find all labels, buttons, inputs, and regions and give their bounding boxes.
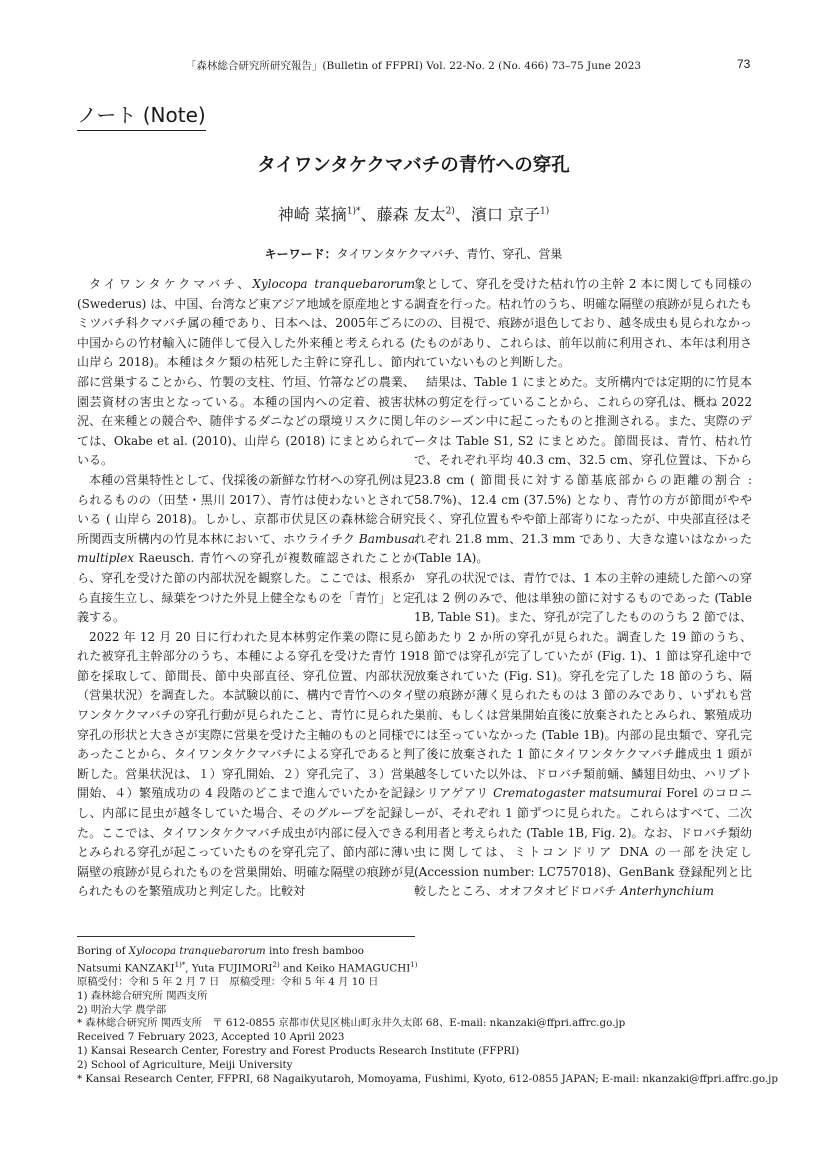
author-name: Keiko HAMAGUCHI bbox=[305, 962, 411, 975]
species-name: Anterhynchium bbox=[620, 884, 714, 899]
footnote-line: 1) 森林総合研究所 関西支所 bbox=[77, 989, 208, 1002]
article-title: タイワンタケクマバチの青竹への穿孔 bbox=[257, 155, 570, 176]
footnote-line: 原稿受付：令和 5 年 2 月 7 日 原稿受理：令和 5 年 4 月 10 日 bbox=[77, 976, 379, 989]
author-affiliation-mark: 2) bbox=[272, 960, 280, 969]
author-name: Natsumi KANZAKI bbox=[77, 962, 175, 975]
footnote-text: Boring of bbox=[77, 945, 129, 957]
keywords-text: タイワンタケクマバチ、青竹、穿孔、営巣 bbox=[336, 247, 563, 261]
author-name: 藤森 友太 bbox=[376, 205, 446, 224]
body-paragraph-continued: 象として、穿孔を受けた枯れ竹の主幹 2 本に関しても同様の調査を行った。枯れ竹のうち、明確な隔壁の痕跡が見られたものの、目視で、痕跡が退色しており、越冬成虫も見られなかったものがあり、これらは、前年以前に利用され、本年は利用されていないものと判断した。 bbox=[414, 277, 752, 370]
author-list bbox=[0, 202, 827, 225]
body-column-right bbox=[414, 275, 752, 902]
author-separator: 、 bbox=[454, 205, 471, 224]
species-name: Xylocopa tranquebarorum bbox=[128, 945, 266, 957]
author-affiliation-mark: 1) bbox=[410, 960, 418, 969]
keywords-label: キーワード： bbox=[264, 247, 337, 261]
author-affiliation-mark: 2) bbox=[445, 206, 455, 217]
author-separator: , bbox=[185, 962, 192, 975]
species-name: Bambusa multiplex bbox=[77, 531, 415, 566]
author-affiliation-mark: 1)* bbox=[346, 206, 361, 217]
footnote-line: * 森林総合研究所 関西支所 〒 612-0855 京都市伏見区桃山町永井久太郎 68、E-mail: nkanzaki@ffpri.affrc.go.jp bbox=[77, 1017, 626, 1030]
author-separator: 、 bbox=[360, 205, 377, 224]
footnote-line: 1) Kansai Research Center, Forestry and Forest Products Research Institute (FFPRI) bbox=[77, 1045, 520, 1057]
species-name: Xylocopa tranquebarorum bbox=[252, 277, 415, 291]
species-name: Crematogaster matsumurai bbox=[493, 786, 662, 801]
body-paragraph: 2022 年 12 月 20 日に行われた見本林剪定作業の際に見られた被穿孔主幹部分のうち、本種による穿孔を受けた青竹 19 節を採取して、節間長、節中央部直径、穿孔位置、内部状況（営巣状況）を調査した。本試験以前に、構内で青竹へのタイワンタケクマバチの穿孔行動が見られたこと、青竹に見られた穿孔の形状と大きさが実際に営巣を受けた主軸のものと同様であったことから、タイワンタケクマバチによる穿孔であると判断した。営巣状況は、１）穿孔開始、２）穿孔完了、３）営巣開始、４）繁殖成功の 4 段階のどこまで進んでいたかを記録し、内部に昆虫が越冬していた場合、そのグループを記録した。ここでは、タイワンタケクマバチ成虫が内部に侵入できるとみられる穿孔が起こっていたものを穿孔完了、節内部に薄い隔壁の痕跡が見られたものを営巣開始、明確な隔壁の痕跡が見られたものを繁殖成功と判定した。比較対 bbox=[77, 629, 415, 899]
footnote-line: 2) 明治大学 農学部 bbox=[77, 1003, 167, 1016]
body-text: Forel のコロニーが、それぞれ 1 節ずつに見られた。これらはすべて、二次利用者と考えられた (Table 1B, Fig. 2)。なお、ドロバチ類幼虫に関しては、ミトコンドリア DNA の一部を決定し (Accession number: LC757018)、GenBank 登録配列と比較したところ、オオフタオビドロバチ bbox=[414, 786, 753, 899]
author-name: Yuta FUJIMORI bbox=[191, 962, 273, 975]
page-number: 73 bbox=[737, 57, 751, 71]
body-paragraph bbox=[414, 569, 752, 902]
keywords-line bbox=[0, 245, 827, 262]
body-paragraph bbox=[77, 471, 415, 628]
body-text: Raeusch. 青竹への穿孔が複数確認されたことから、穿孔を受けた節の内部状況を観察した。ここでは、根系から直接生立し、緑葉をつけた外見上健全なものを「青竹」と定義する。 bbox=[77, 551, 415, 625]
footnote-divider bbox=[77, 936, 415, 937]
author-affiliation-mark: 1) bbox=[540, 206, 550, 217]
section-label: ノート (Note) bbox=[77, 99, 206, 131]
footnote-line: * Kansai Research Center, FFPRI, 68 Nagaikyutaroh, Momoyama, Fushimi, Kyoto, 612-0855 JAPAN; E-mail: nkanzaki@ffpri.affrc.go.jp bbox=[77, 1072, 778, 1085]
english-title bbox=[77, 945, 757, 959]
author-name: 神崎 菜摘 bbox=[277, 205, 347, 224]
body-paragraph bbox=[77, 275, 415, 471]
body-text: 穿孔の状況では、青竹では、1 本の主幹の連続した節への穿孔は 2 例のみで、他は単独の節に対するものであった (Table 1B, Table S1)。また、穿孔が完了したもののうち 2 節では、節あたり 2 か所の穿孔が見られた。調査した 19 節のうち、18 節では穿孔が完了していたが (Fig. 1)、1 節は穿孔途中で放棄されていた (Fig. S1)。穿孔を完了した 18 節のうち、隔壁の痕跡が薄く見られたものは 3 節のみであり、いずれも営巣前、もしくは営巣開始直後に放棄されたとみられ、繁殖成功には至っていなかった (Table 1B)。内部の昆虫類で、穿孔完了後に放棄された 1 節にタイワンタケクマバチ雌成虫 1 頭が越冬していた以外は、ドロバチ類前蛹、鱗翅目幼虫、ハリブトシリアゲアリ bbox=[414, 570, 752, 801]
footnote-text: into fresh bamboo bbox=[265, 945, 365, 957]
body-paragraph: 結果は、Table 1 にまとめた。支所構内では定期的に竹見本林の剪定を行っていることから、これらの穿孔は、概ね 2022 年のシーズン中に起こったものと推測される。また、実際のデータは Table S1, S2 にまとめた。節間長は、青竹、枯れ竹で、それぞれ平均 40.3 cm、32.5 cm、穿孔位置は、下から 23.8 cm ( 節間長に対する節基底部からの距離の割合 : 58.7%)、12.4 cm (37.5%) となり、青竹の方が節間がやや長く、穿孔位置もやや節上部寄りになったが、中央部直径はそれぞれ 21.8 mm、21.3 mm であり、大きな違いはなかった (Table 1A)。 bbox=[414, 374, 752, 566]
body-column-left bbox=[77, 275, 415, 902]
footnotes bbox=[77, 945, 778, 1086]
body-text: 本種の営巣特性として、伐採後の新鮮な竹材への穿孔例は見られるものの（田埜・黒川 2017）、青竹は使わないとされている ( 山岸ら 2018)。しかし、京都市伏見区の森林総合研究所関西支所構内の竹見本林において、ホウライチク bbox=[77, 472, 415, 546]
author-name: 濱口 京子 bbox=[470, 205, 541, 224]
body-text: (Swederus) は、中国、台湾など東アジア地域を原産地とするミツバチ科クマバチ属の種であり、日本へは、2005年ごろに中国からの竹材輸入に随伴して侵入した外来種と考えられる ( 山岸ら 2018)。本種はタケ類の枯死した主幹に穿孔し、節内部に営巣することから、竹製の支柱、竹垣、竹箒などの農業、園芸資材の害虫となっている。本種の国内への定着、被害状況、在来種との競合や、随伴するダニなどの環境リスクに関しては、Okabe et al. (2010)、山岸ら (2018) にまとめられている。 bbox=[77, 296, 415, 468]
author-separator: and bbox=[279, 962, 306, 975]
body-text: タイワンタケクマバチ、 bbox=[89, 277, 253, 291]
english-authors bbox=[77, 959, 757, 976]
footnote-line: Received 7 February 2023, Accepted 10 April 2023 bbox=[77, 1031, 345, 1044]
footnote-line: 2) School of Agriculture, Meiji University bbox=[77, 1058, 293, 1071]
author-affiliation-mark: 1)* bbox=[174, 960, 186, 969]
running-header: 「森林総合研究所研究報告」(Bulletin of FFPRI) Vol. 22-No. 2 (No. 466) 73–75 June 2023 bbox=[185, 60, 642, 72]
